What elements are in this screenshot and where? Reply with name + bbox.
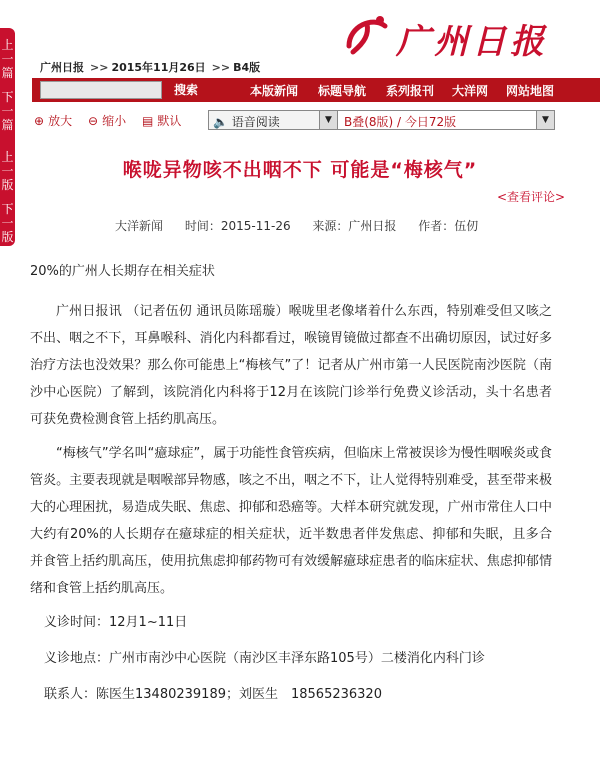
- article-paragraph: “梅核气”学名叫“癔球症”，属于功能性食管疾病，但临床上常被误诊为慢性咽喉炎或食管炎。主要表现就是咽喉部异物感，咳之不出，咽之不下，让人觉得特别难受，甚至带来极大的心理困扰，易造成失眠、焦虑、抑郁和恐癌等。大样本研究就发现，广州市常住人口中大约有20%的人长期存在癔球症的相关症状，近半数患者伴发焦虑、抑郁和失眠，且多合并食管上括约肌高压，使用抗焦虑抑郁药物可有效缓解癔球症患者的临床症状、焦虑抑郁情绪和食管上括约肌高压。: [30, 446, 552, 596]
- article-paragraph: 广州日报讯 （记者伍仞 通讯员陈瑶璇）喉咙里老像堵着什么东西，特别难受但又咳之不出、咽之不下，耳鼻喉科、消化内科都看过，喉镜胃镜做过都查不出确切原因，试过好多治疗方法也没效果？那么你可能患上“梅核气”了！记者从广州市第一人民医院南沙医院（南沙中心医院）了解到，该院消化内科将于12月在该院门诊举行免费义诊活动，头十名患者可获免费检测食管上括约肌高压。: [30, 304, 552, 427]
- breadcrumb-paper[interactable]: 广州日报: [40, 61, 84, 74]
- voice-read-label: 语音阅读: [231, 115, 280, 129]
- logo-text: 广州日报: [396, 22, 548, 62]
- clinic-location: 义诊地点：广州市南沙中心医院（南沙区丰泽东路105号）二楼消化内科门诊: [44, 651, 485, 666]
- breadcrumb-separator: >>: [90, 61, 109, 74]
- default-size-button[interactable]: [142, 112, 181, 129]
- article-title: 喉咙异物咳不出咽不下 可能是“梅核气”: [122, 159, 478, 181]
- side-nav-prev-page-char1[interactable]: 上: [1, 150, 14, 164]
- breadcrumb-date[interactable]: 2015年11月26日: [111, 61, 206, 74]
- reading-toolbar: [32, 108, 600, 134]
- zoom-in-icon: ⊕: [34, 114, 45, 128]
- nav-link-series-papers[interactable]: 系列报刊: [386, 84, 435, 98]
- side-nav-prev-page-char2[interactable]: 一: [1, 164, 14, 178]
- side-nav-next-article-char2[interactable]: 一: [1, 104, 14, 118]
- edition-select[interactable]: [337, 110, 555, 130]
- source-site: 大洋新闻: [115, 219, 164, 233]
- nav-link-title-nav[interactable]: 标题导航: [318, 84, 367, 98]
- side-nav-next-page-char3[interactable]: 版: [1, 230, 14, 244]
- side-nav-next-page-char2[interactable]: 一: [1, 216, 14, 230]
- article-subtitle: 20%的广州人长期存在相关症状: [30, 264, 215, 279]
- logo[interactable]: [343, 8, 553, 60]
- article-body: [30, 258, 552, 717]
- search-input[interactable]: [40, 81, 162, 99]
- side-nav-next-page-char1[interactable]: 下: [1, 202, 14, 216]
- clinic-time: 义诊时间：12月1~11日: [44, 615, 188, 630]
- contact-info: 联系人：陈医生13480239189；刘医生 18565236320: [44, 687, 382, 702]
- zoom-out-label: 缩小: [102, 114, 127, 128]
- breadcrumb-section[interactable]: B4版: [233, 61, 261, 74]
- search-button[interactable]: 搜索: [174, 83, 199, 97]
- zoom-out-button[interactable]: [88, 112, 126, 129]
- zoom-out-icon: ⊖: [88, 114, 99, 128]
- zoom-in-button[interactable]: [34, 112, 72, 129]
- side-nav-prev-article-char1[interactable]: 上: [1, 38, 14, 52]
- nav-link-sitemap[interactable]: 网站地图: [506, 84, 555, 98]
- nav-link-page-news[interactable]: 本版新闻: [250, 84, 299, 98]
- nav-link-dayoo[interactable]: 大洋网: [452, 84, 489, 98]
- side-nav-next-article-char1[interactable]: 下: [1, 90, 14, 104]
- side-nav-prev-article-char3[interactable]: 篇: [1, 66, 14, 80]
- side-nav-next-article-char3[interactable]: 篇: [1, 118, 14, 132]
- side-nav-prev-article-char2[interactable]: 一: [1, 52, 14, 66]
- edition-select-value: B叠(8版) / 今日72版: [344, 115, 457, 129]
- article-meta: [115, 217, 496, 234]
- speaker-icon: 🔈: [213, 115, 228, 129]
- publish-time: 时间：2015-11-26: [184, 219, 291, 233]
- side-nav-prev-page-char3[interactable]: 版: [1, 178, 14, 192]
- breadcrumb: [40, 59, 263, 75]
- article-author: 作者：伍仞: [418, 219, 479, 233]
- guangzhou-daily-logo-icon: [343, 12, 389, 58]
- page-side-nav: [0, 28, 15, 246]
- document-icon: ▤: [142, 114, 154, 128]
- zoom-in-label: 放大: [48, 114, 73, 128]
- breadcrumb-separator: >>: [211, 61, 231, 74]
- voice-read-select[interactable]: [208, 110, 338, 130]
- default-size-label: 默认: [157, 114, 182, 128]
- main-navbar: [32, 78, 600, 102]
- article-origin: 来源：广州日报: [312, 219, 397, 233]
- chevron-down-icon[interactable]: ▼: [319, 111, 337, 129]
- chevron-down-icon[interactable]: ▼: [536, 111, 554, 129]
- view-comments-link[interactable]: <查看评论>: [497, 190, 566, 204]
